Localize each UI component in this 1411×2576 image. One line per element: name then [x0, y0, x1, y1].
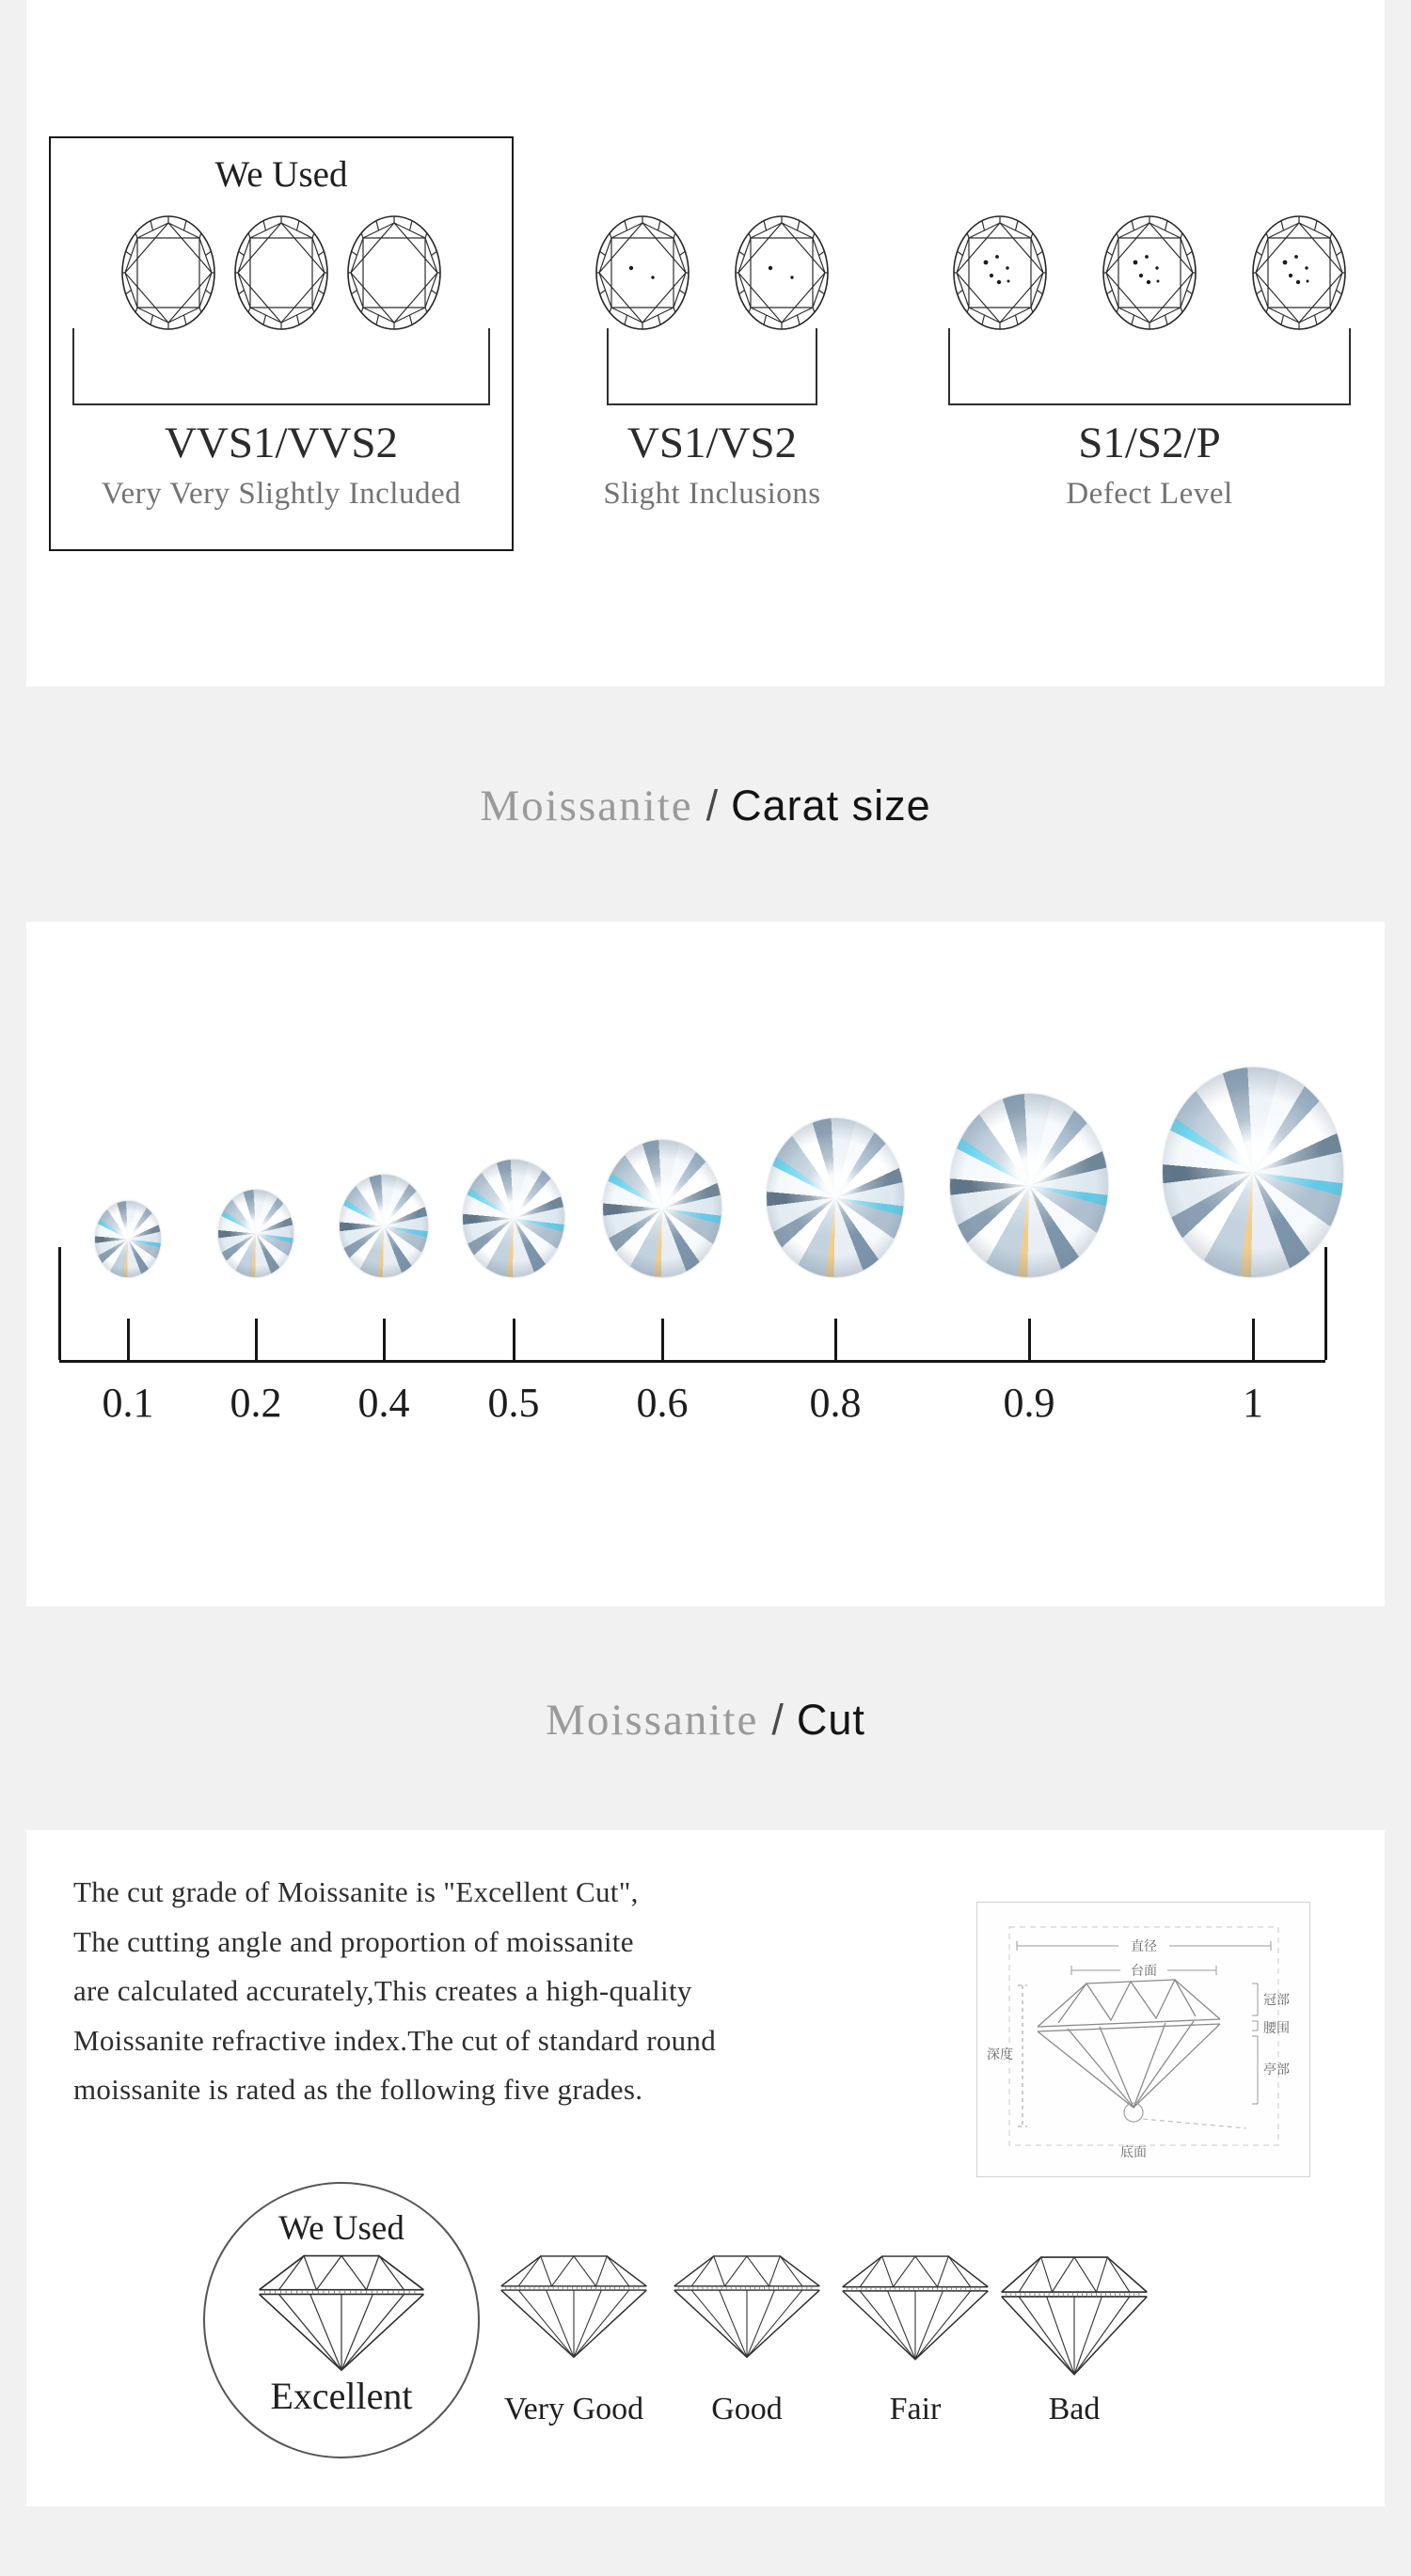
diagram-label-diameter: 直径 [1131, 1940, 1157, 1954]
inclusion-mark [990, 274, 993, 277]
paragraph-line: The cut grade of Moissanite is "Excellent Cut", [73, 1875, 639, 1908]
ruler-tick [1028, 1319, 1031, 1360]
cut-grade-label: Very Good [503, 2392, 644, 2426]
paragraph-line: moissanite is rated as the following five grades. [73, 2073, 643, 2106]
cut-section-title [0, 1695, 1411, 1746]
carat-gem [767, 1118, 904, 1277]
inclusion-mark [1145, 255, 1149, 259]
ruler-end-tick [58, 1247, 61, 1360]
diagram-label-crown: 冠部 [1263, 1994, 1290, 2008]
cut-grade-excellent-circle [203, 2182, 480, 2458]
inclusion-mark [1283, 261, 1288, 265]
gem-side-view [995, 2250, 1153, 2378]
paragraph-line: Moissanite refractive index.The cut of standard round [73, 2023, 717, 2057]
gem-top-view [119, 213, 217, 332]
diagram-label-girdle: 腰围 [1263, 2022, 1290, 2036]
we-used-label: We Used [214, 154, 348, 195]
inclusion-mark [997, 280, 1001, 284]
ruler-tick [1252, 1319, 1255, 1360]
paragraph-line: are calculated accurately,This creates a high-quality [73, 1974, 692, 2007]
cut-description-paragraph [73, 1868, 716, 2115]
inclusion-mark [1147, 280, 1150, 284]
carat-size-label: 0.5 [487, 1380, 540, 1426]
clarity-group-vvs [49, 136, 514, 551]
carat-gem [603, 1140, 721, 1277]
gem-row-vs [515, 213, 910, 332]
we-used-label: We Used [278, 2209, 404, 2248]
ruler-tick [255, 1319, 258, 1360]
gem-side-view [495, 2250, 653, 2361]
inclusion-mark [1305, 266, 1308, 269]
paragraph-line: The cutting angle and proportion of moissanite [73, 1924, 634, 1958]
inclusion-mark [1294, 255, 1298, 259]
carat-gem [950, 1094, 1108, 1277]
ruler-tick [127, 1319, 130, 1360]
gem-top-view [733, 213, 831, 332]
inclusion-mark [651, 276, 654, 278]
gem-top-view [345, 213, 443, 332]
cut-grade-label: Bad [1048, 2392, 1101, 2426]
inclusion-mark [1155, 266, 1158, 269]
diagram-label-table: 台面 [1131, 1965, 1157, 1979]
inclusion-mark [984, 261, 989, 265]
carat-size-label: 0.6 [636, 1380, 689, 1426]
cut-grade-label: Excellent [270, 2375, 413, 2417]
inclusion-mark [1139, 274, 1143, 277]
clarity-grade-label: VVS1/VVS2 [164, 419, 399, 467]
inclusion-mark [1134, 261, 1138, 265]
gem-top-view [1250, 213, 1348, 332]
clarity-panel [26, 0, 1385, 687]
inclusion-mark [1157, 280, 1160, 283]
title-separator: / [706, 782, 719, 830]
inclusion-mark [1007, 280, 1010, 283]
cut-anatomy-diagram [976, 1902, 1310, 2177]
title-main: Cut [796, 1696, 865, 1744]
carat-size-label: 1 [1243, 1380, 1263, 1426]
inclusion-mark [629, 266, 633, 270]
ruler-end-tick [1324, 1247, 1327, 1360]
carat-gem [95, 1201, 161, 1277]
carat-size-label: 0.9 [1003, 1380, 1055, 1426]
carat-ruler-baseline [59, 1360, 1325, 1363]
clarity-grade-description: Very Very Slightly Included [101, 477, 462, 511]
inclusion-mark [1289, 274, 1292, 277]
ruler-tick [834, 1319, 837, 1360]
gem-side-view [668, 2250, 826, 2361]
clarity-grade-label: VS1/VS2 [626, 419, 798, 467]
diagram-label-pavilion: 亭部 [1263, 2063, 1290, 2078]
ruler-tick [383, 1319, 386, 1360]
inclusion-mark [1307, 280, 1309, 283]
title-prefix: Moissanite [546, 1696, 759, 1745]
diamond-anatomy-sketch [977, 1903, 1309, 2176]
gem-slot [205, 2249, 478, 2374]
gem-side-view [252, 2249, 431, 2374]
inclusion-mark [769, 266, 772, 270]
diagram-label-depth: 深度 [987, 2048, 1013, 2062]
carat-gem [340, 1175, 428, 1277]
title-prefix: Moissanite [480, 782, 693, 830]
inclusion-mark [790, 276, 793, 278]
title-separator: / [771, 1696, 784, 1744]
clarity-grade-description: Defect Level [1066, 477, 1233, 511]
gem-top-view [951, 213, 1049, 332]
clarity-group-s [914, 136, 1385, 547]
bracket [72, 328, 490, 405]
inclusion-mark [1006, 266, 1008, 269]
ruler-tick [661, 1319, 664, 1360]
carat-size-label: 0.4 [357, 1380, 410, 1426]
clarity-grade-description: Slight Inclusions [603, 477, 821, 511]
cut-grade-item [971, 2250, 1178, 2427]
cut-grade-label: Fair [889, 2392, 942, 2426]
gem-top-view [232, 213, 330, 332]
gem-row-s [914, 213, 1385, 332]
bracket [607, 328, 817, 405]
cut-grade-label: Good [711, 2392, 783, 2426]
clarity-group-vs [515, 136, 910, 547]
inclusion-mark [1296, 280, 1300, 284]
ruler-tick [513, 1319, 515, 1360]
bracket [948, 328, 1351, 405]
carat-scale [26, 922, 1385, 1606]
gem-top-view [1101, 213, 1198, 332]
title-main: Carat size [731, 782, 931, 830]
carat-size-label: 0.8 [809, 1380, 862, 1426]
cut-panel [26, 1830, 1385, 2506]
carat-size-label: 0.2 [230, 1380, 282, 1426]
carat-gem [1163, 1067, 1343, 1277]
carat-gem [218, 1190, 293, 1277]
carat-gem [463, 1160, 564, 1277]
carat-size-label: 0.1 [102, 1380, 154, 1426]
gem-top-view [594, 213, 691, 332]
clarity-grade-label: S1/S2/P [1078, 419, 1221, 467]
carat-panel [26, 922, 1385, 1606]
diagram-label-culet: 底面 [1120, 2146, 1147, 2160]
gem-row-vvs [51, 213, 512, 332]
carat-section-title [0, 781, 1411, 831]
inclusion-mark [995, 255, 999, 259]
